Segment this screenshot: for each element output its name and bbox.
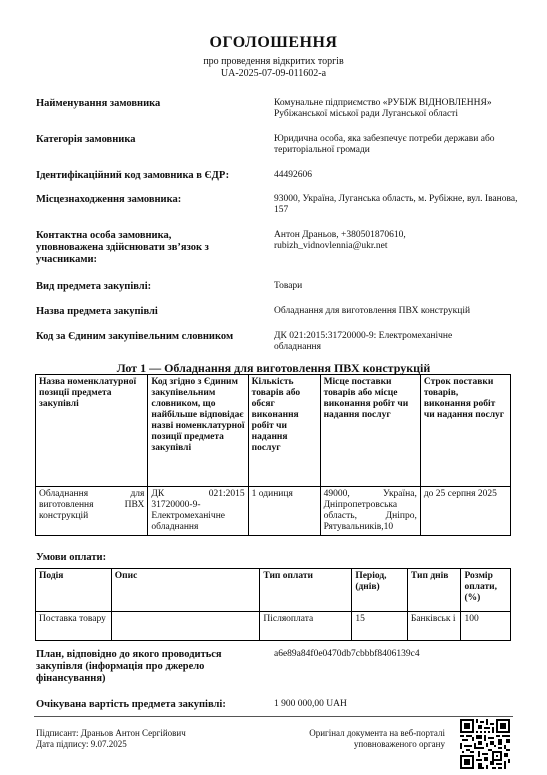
lot-cell-term: до 25 серпня 2025 xyxy=(420,487,510,536)
document-subtitle xyxy=(0,56,547,80)
payment-table-header-row xyxy=(36,569,511,612)
footer-divider xyxy=(34,716,513,717)
original-note-line2: уповноваженого органу xyxy=(353,739,445,749)
procurement-name-value: Обладнання для виготовлення ПВХ конструкцій xyxy=(274,306,471,316)
lot-cell-place: 49000, Україна, Дніпропетровська область, Дніпро, Рятувальників,10 xyxy=(320,487,420,536)
lot-header-quantity: Кількість товарів або обсяг виконання робіт чи надання послуг xyxy=(248,375,320,487)
customer-name-value: Комунальне підприємство «РУБІЖ ВІДНОВЛЕННЯ» Рубіжанської міської ради Луганської області xyxy=(274,98,492,119)
customer-category-value: Юридична особа, яка забезпечує потреби держави або територіальної громади xyxy=(274,134,495,155)
sign-date: Дата підпису: 9.07.2025 xyxy=(36,739,127,749)
plan-value: a6e89a84f0e0470db7cbbbf8406139c4 xyxy=(274,649,420,659)
contact-person-label: Контактна особа замовника, уповноважена здійснювати зв’язок з учасниками: xyxy=(36,230,209,265)
lot-cell-item-name: Обладнання для виготовлення ПВХ конструкцій xyxy=(36,487,148,536)
edr-code-label: Ідентифікаційний код замовника в ЄДР: xyxy=(36,170,230,181)
qr-code-icon xyxy=(460,719,510,769)
procurement-type-label: Вид предмета закупівлі: xyxy=(36,281,152,292)
lot-title: Лот 1 — Обладнання для виготовлення ПВХ конструкцій xyxy=(116,361,431,375)
payment-terms-label: Умови оплати: xyxy=(36,552,107,563)
signer-name: Підписант: Драньов Антон Сергійович xyxy=(36,728,186,738)
payment-header-payment-type: Тип оплати xyxy=(260,569,352,612)
lot-header-term: Строк поставки товарів, виконання робіт чи надання послуг xyxy=(420,375,510,487)
payment-header-event: Подія xyxy=(36,569,112,612)
payment-header-amount: Розмір оплати, (%) xyxy=(461,569,511,612)
table-row xyxy=(36,612,511,641)
payment-cell-day-type: Банківськ і xyxy=(407,612,461,641)
lot-table xyxy=(35,374,511,536)
edr-code-value: 44492606 xyxy=(274,170,312,180)
lot-header-item-name: Назва номенклатурної позиції предмета закупівлі xyxy=(36,375,148,487)
payment-header-day-type: Тип днів xyxy=(407,569,461,612)
expected-cost-label: Очікувана вартість предмета закупівлі: xyxy=(36,699,226,710)
customer-location-value: 93000, Україна, Луганська область, м. Рубіжне, вул. Іванова, 157 xyxy=(274,194,518,215)
payment-cell-amount: 100 xyxy=(461,612,511,641)
footer-original-note xyxy=(290,728,445,750)
footer-signature-block xyxy=(36,728,186,750)
lot-header-cpv: Код згідно з Єдиним закупівельним словником, що найбільше відповідає назві номенклатурної позиції предмета закупівлі xyxy=(148,375,248,487)
lot-cell-cpv: ДК 021:2015 31720000-9-Електромеханічне обладнання xyxy=(148,487,248,536)
payment-cell-payment-type: Післяоплата xyxy=(260,612,352,641)
payment-header-period: Період, (днів) xyxy=(352,569,408,612)
procurement-type-value: Товари xyxy=(274,281,303,291)
payment-header-description: Опис xyxy=(111,569,260,612)
procurement-name-label: Назва предмета закупівлі xyxy=(36,306,158,317)
payment-cell-event: Поставка товару xyxy=(36,612,112,641)
original-note-line1: Оригінал документа на веб-порталі xyxy=(309,728,445,738)
customer-name-label: Найменування замовника xyxy=(36,98,161,109)
contact-person-value: Антон Драньов, +380501870610, rubizh_vidnovlennia@ukr.net xyxy=(274,230,406,251)
cpv-code-value: ДК 021:2015:31720000-9: Електромеханічне обладнання xyxy=(274,331,453,352)
customer-category-label: Категорія замовника xyxy=(36,134,136,145)
table-row xyxy=(36,487,511,536)
cpv-code-label: Код за Єдиним закупівельним словником xyxy=(36,331,234,342)
lot-table-header-row xyxy=(36,375,511,487)
payment-table xyxy=(35,568,511,641)
payment-cell-description xyxy=(111,612,260,641)
lot-cell-quantity: 1 одиниця xyxy=(248,487,320,536)
document-title: ОГОЛОШЕННЯ xyxy=(209,34,338,51)
plan-label: План, відповідно до якого проводиться закупівля (інформація про джерело фінансування) xyxy=(36,649,222,684)
subtitle-text: про проведення відкритих торгів xyxy=(203,56,344,67)
customer-location-label: Місцезнаходження замовника: xyxy=(36,194,182,205)
payment-cell-period: 15 xyxy=(352,612,408,641)
expected-cost-value: 1 900 000,00 UAH xyxy=(274,699,347,709)
lot-header-place: Місце поставки товарів або місце виконання робіт чи надання послуг xyxy=(320,375,420,487)
procurement-id: UA-2025-07-09-011602-a xyxy=(220,68,327,79)
